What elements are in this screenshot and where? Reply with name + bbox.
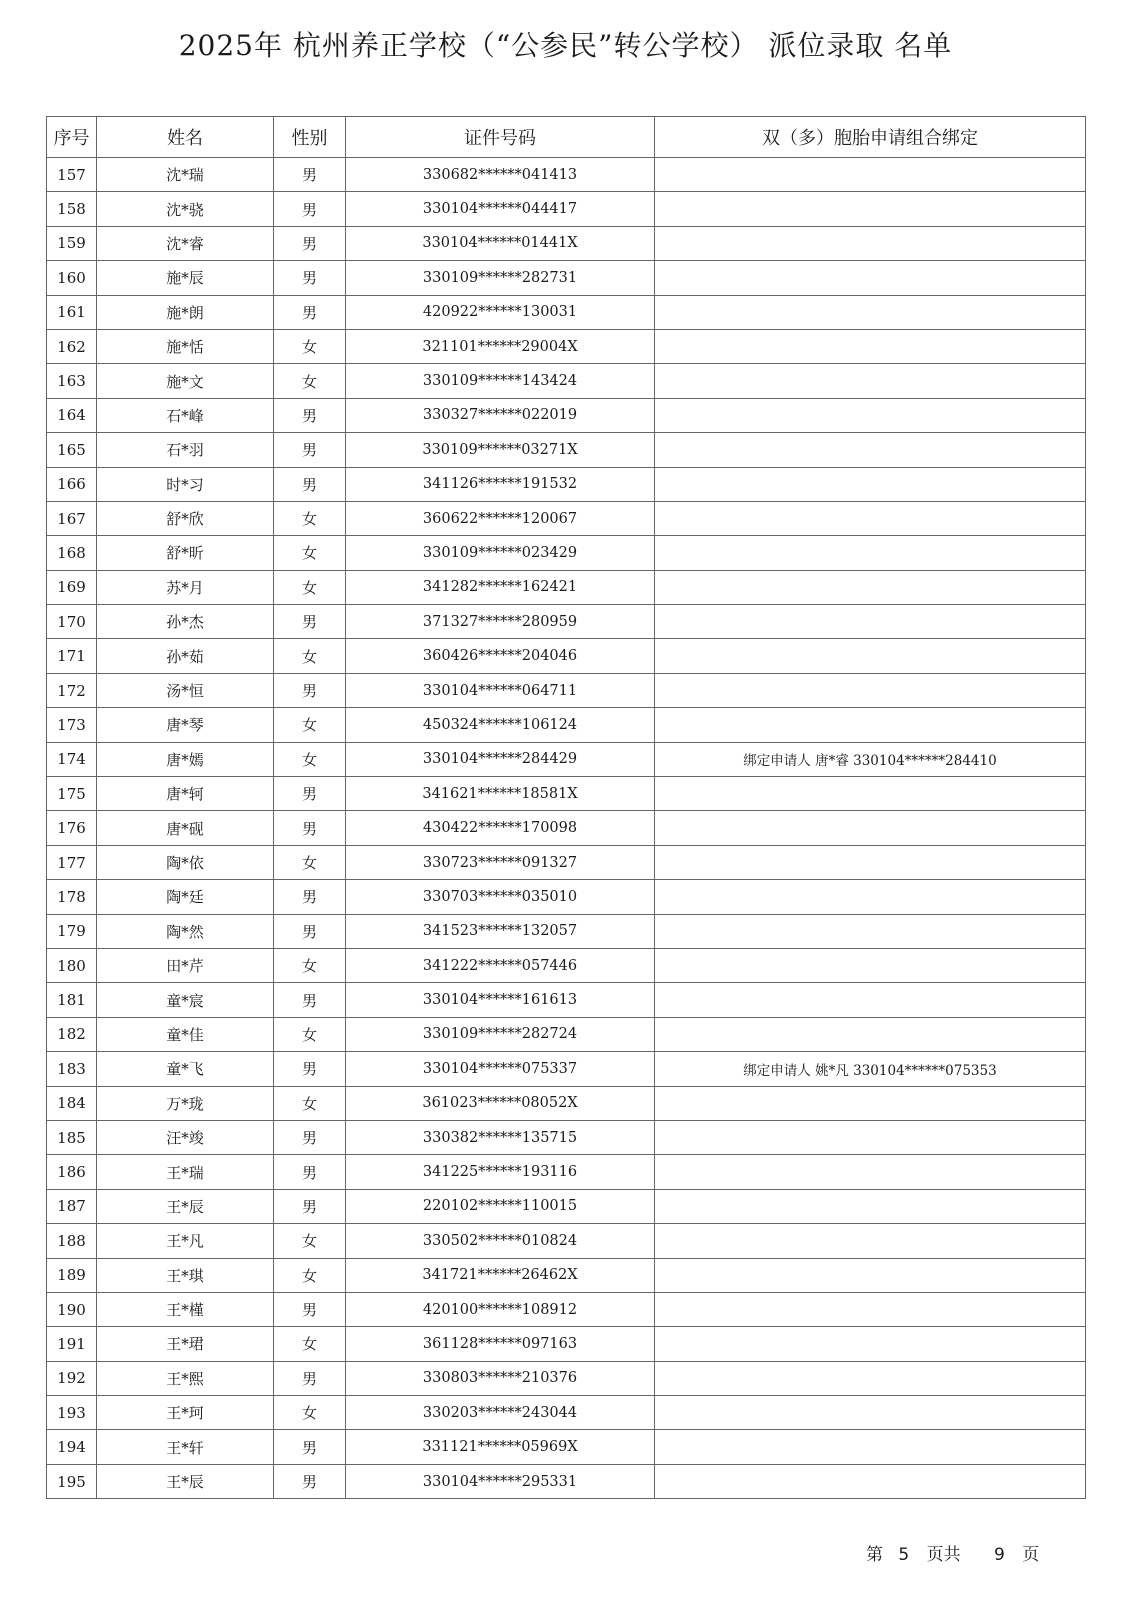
table-row — [47, 1361, 1086, 1395]
cell-gender: 男 — [274, 605, 346, 639]
table-row — [47, 983, 1086, 1017]
cell-twin-binding — [655, 398, 1086, 432]
cell-gender: 女 — [274, 570, 346, 604]
cell-id-number: 341523******132057 — [346, 914, 655, 948]
cell-serial: 166 — [47, 467, 97, 501]
cell-id-number: 360426******204046 — [346, 639, 655, 673]
table-row — [47, 295, 1086, 329]
table-row — [47, 536, 1086, 570]
cell-serial: 173 — [47, 708, 97, 742]
cell-serial: 157 — [47, 158, 97, 192]
cell-twin-binding — [655, 1361, 1086, 1395]
cell-gender: 女 — [274, 845, 346, 879]
table-row — [47, 1017, 1086, 1051]
table-row — [47, 845, 1086, 879]
cell-id-number: 341222******057446 — [346, 948, 655, 982]
cell-serial: 192 — [47, 1361, 97, 1395]
cell-twin-binding — [655, 261, 1086, 295]
table-row — [47, 1086, 1086, 1120]
cell-twin-binding — [655, 708, 1086, 742]
cell-id-number: 220102******110015 — [346, 1189, 655, 1223]
cell-id-number: 330104******075337 — [346, 1052, 655, 1086]
cell-gender: 男 — [274, 983, 346, 1017]
cell-name: 施*恬 — [97, 329, 274, 363]
cell-serial: 177 — [47, 845, 97, 879]
cell-id-number: 330109******03271X — [346, 433, 655, 467]
cell-gender: 男 — [274, 192, 346, 226]
cell-gender: 男 — [274, 1052, 346, 1086]
cell-serial: 160 — [47, 261, 97, 295]
cell-gender: 男 — [274, 433, 346, 467]
table-row — [47, 1430, 1086, 1464]
cell-gender: 女 — [274, 1396, 346, 1430]
footer-suffix: 页 — [1022, 1545, 1040, 1565]
cell-id-number: 420922******130031 — [346, 295, 655, 329]
cell-serial: 169 — [47, 570, 97, 604]
cell-id-number: 341126******191532 — [346, 467, 655, 501]
cell-id-number: 330104******295331 — [346, 1464, 655, 1498]
cell-name: 舒*欣 — [97, 501, 274, 535]
cell-twin-binding — [655, 605, 1086, 639]
cell-twin-binding — [655, 433, 1086, 467]
table-row — [47, 467, 1086, 501]
cell-name: 童*飞 — [97, 1052, 274, 1086]
cell-name: 童*佳 — [97, 1017, 274, 1051]
cell-serial: 167 — [47, 501, 97, 535]
cell-name: 陶*廷 — [97, 880, 274, 914]
cell-id-number: 330109******282724 — [346, 1017, 655, 1051]
cell-name: 石*羽 — [97, 433, 274, 467]
cell-gender: 男 — [274, 226, 346, 260]
cell-serial: 180 — [47, 948, 97, 982]
table-row — [47, 1052, 1086, 1086]
cell-twin-binding — [655, 845, 1086, 879]
cell-serial: 193 — [47, 1396, 97, 1430]
cell-twin-binding — [655, 1017, 1086, 1051]
cell-twin-binding — [655, 329, 1086, 363]
cell-id-number: 361128******097163 — [346, 1327, 655, 1361]
cell-id-number: 330327******022019 — [346, 398, 655, 432]
cell-twin-binding — [655, 192, 1086, 226]
cell-gender: 女 — [274, 1258, 346, 1292]
cell-twin-binding — [655, 1155, 1086, 1189]
cell-id-number: 341282******162421 — [346, 570, 655, 604]
cell-gender: 女 — [274, 639, 346, 673]
cell-name: 童*宸 — [97, 983, 274, 1017]
table-row — [47, 158, 1086, 192]
cell-name: 唐*砚 — [97, 811, 274, 845]
cell-twin-binding: 绑定申请人 唐*睿 330104******284410 — [655, 742, 1086, 776]
cell-name: 王*瑞 — [97, 1155, 274, 1189]
table-row — [47, 1396, 1086, 1430]
cell-serial: 165 — [47, 433, 97, 467]
table-row — [47, 261, 1086, 295]
cell-id-number: 330723******091327 — [346, 845, 655, 879]
cell-name: 王*槿 — [97, 1292, 274, 1326]
cell-twin-binding — [655, 948, 1086, 982]
cell-gender: 女 — [274, 364, 346, 398]
cell-gender: 女 — [274, 329, 346, 363]
header-serial: 序号 — [47, 117, 97, 158]
cell-gender: 女 — [274, 1224, 346, 1258]
table-row — [47, 777, 1086, 811]
cell-serial: 191 — [47, 1327, 97, 1361]
cell-twin-binding — [655, 1292, 1086, 1326]
cell-id-number: 330104******01441X — [346, 226, 655, 260]
cell-twin-binding — [655, 1396, 1086, 1430]
page-footer — [866, 1540, 1039, 1565]
page-title: 2025年 杭州养正学校（“公参民”转公学校） 派位录取 名单 — [178, 29, 953, 62]
table-row — [47, 639, 1086, 673]
table-row — [47, 364, 1086, 398]
table-row — [47, 880, 1086, 914]
cell-id-number: 361023******08052X — [346, 1086, 655, 1120]
cell-id-number: 330104******064711 — [346, 673, 655, 707]
table-row — [47, 1327, 1086, 1361]
cell-twin-binding — [655, 226, 1086, 260]
table-row — [47, 1155, 1086, 1189]
cell-id-number: 371327******280959 — [346, 605, 655, 639]
cell-name: 汤*恒 — [97, 673, 274, 707]
cell-gender: 男 — [274, 914, 346, 948]
cell-twin-binding — [655, 777, 1086, 811]
cell-twin-binding — [655, 811, 1086, 845]
cell-serial: 189 — [47, 1258, 97, 1292]
cell-gender: 男 — [274, 880, 346, 914]
table-row — [47, 398, 1086, 432]
cell-twin-binding — [655, 639, 1086, 673]
cell-serial: 186 — [47, 1155, 97, 1189]
cell-twin-binding — [655, 1258, 1086, 1292]
cell-id-number: 330382******135715 — [346, 1120, 655, 1154]
cell-serial: 188 — [47, 1224, 97, 1258]
cell-gender: 女 — [274, 948, 346, 982]
cell-gender: 女 — [274, 1017, 346, 1051]
cell-id-number: 330109******282731 — [346, 261, 655, 295]
cell-twin-binding — [655, 1189, 1086, 1223]
cell-twin-binding — [655, 501, 1086, 535]
cell-gender: 男 — [274, 261, 346, 295]
header-id-number: 证件号码 — [346, 117, 655, 158]
cell-name: 孙*杰 — [97, 605, 274, 639]
cell-name: 沈*骁 — [97, 192, 274, 226]
cell-twin-binding: 绑定申请人 姚*凡 330104******075353 — [655, 1052, 1086, 1086]
cell-serial: 178 — [47, 880, 97, 914]
cell-twin-binding — [655, 673, 1086, 707]
cell-name: 王*琪 — [97, 1258, 274, 1292]
cell-serial: 182 — [47, 1017, 97, 1051]
cell-gender: 男 — [274, 398, 346, 432]
cell-gender: 男 — [274, 1155, 346, 1189]
cell-id-number: 330803******210376 — [346, 1361, 655, 1395]
cell-id-number: 360622******120067 — [346, 501, 655, 535]
cell-gender: 男 — [274, 467, 346, 501]
cell-gender: 女 — [274, 742, 346, 776]
cell-gender: 女 — [274, 1327, 346, 1361]
cell-serial: 183 — [47, 1052, 97, 1086]
table-row — [47, 605, 1086, 639]
cell-gender: 男 — [274, 295, 346, 329]
cell-name: 王*轩 — [97, 1430, 274, 1464]
cell-serial: 175 — [47, 777, 97, 811]
table-row — [47, 570, 1086, 604]
cell-id-number: 330203******243044 — [346, 1396, 655, 1430]
cell-twin-binding — [655, 1086, 1086, 1120]
cell-name: 唐*轲 — [97, 777, 274, 811]
cell-id-number: 330502******010824 — [346, 1224, 655, 1258]
cell-serial: 171 — [47, 639, 97, 673]
cell-gender: 男 — [274, 1292, 346, 1326]
footer-page-number: 5 — [898, 1545, 910, 1565]
table-row — [47, 1189, 1086, 1223]
cell-twin-binding — [655, 880, 1086, 914]
cell-serial: 181 — [47, 983, 97, 1017]
table-row — [47, 948, 1086, 982]
cell-serial: 195 — [47, 1464, 97, 1498]
cell-gender: 女 — [274, 501, 346, 535]
cell-serial: 158 — [47, 192, 97, 226]
table-row — [47, 673, 1086, 707]
cell-id-number: 330109******143424 — [346, 364, 655, 398]
cell-twin-binding — [655, 1327, 1086, 1361]
cell-serial: 164 — [47, 398, 97, 432]
header-twin-binding: 双（多）胞胎申请组合绑定 — [655, 117, 1086, 158]
cell-name: 汪*竣 — [97, 1120, 274, 1154]
cell-twin-binding — [655, 914, 1086, 948]
cell-serial: 163 — [47, 364, 97, 398]
cell-serial: 172 — [47, 673, 97, 707]
cell-gender: 男 — [274, 673, 346, 707]
cell-twin-binding — [655, 364, 1086, 398]
cell-serial: 170 — [47, 605, 97, 639]
cell-twin-binding — [655, 295, 1086, 329]
header-name: 姓名 — [97, 117, 274, 158]
cell-twin-binding — [655, 1464, 1086, 1498]
cell-name: 舒*昕 — [97, 536, 274, 570]
cell-gender: 男 — [274, 811, 346, 845]
table-row — [47, 708, 1086, 742]
cell-serial: 168 — [47, 536, 97, 570]
cell-name: 万*珑 — [97, 1086, 274, 1120]
cell-name: 施*辰 — [97, 261, 274, 295]
cell-name: 王*辰 — [97, 1464, 274, 1498]
cell-name: 石*峰 — [97, 398, 274, 432]
table-row — [47, 742, 1086, 776]
cell-twin-binding — [655, 1430, 1086, 1464]
cell-name: 王*珺 — [97, 1327, 274, 1361]
table-row — [47, 226, 1086, 260]
cell-name: 沈*睿 — [97, 226, 274, 260]
cell-name: 陶*依 — [97, 845, 274, 879]
cell-serial: 194 — [47, 1430, 97, 1464]
cell-twin-binding — [655, 983, 1086, 1017]
cell-id-number: 430422******170098 — [346, 811, 655, 845]
cell-gender: 男 — [274, 1464, 346, 1498]
cell-name: 王*熙 — [97, 1361, 274, 1395]
cell-name: 王*辰 — [97, 1189, 274, 1223]
table-row — [47, 1258, 1086, 1292]
cell-twin-binding — [655, 536, 1086, 570]
table-body — [47, 158, 1086, 1499]
cell-serial: 190 — [47, 1292, 97, 1326]
cell-id-number: 330104******161613 — [346, 983, 655, 1017]
cell-twin-binding — [655, 467, 1086, 501]
cell-gender: 男 — [274, 777, 346, 811]
cell-serial: 161 — [47, 295, 97, 329]
table-row — [47, 914, 1086, 948]
cell-name: 田*芹 — [97, 948, 274, 982]
cell-twin-binding — [655, 1120, 1086, 1154]
cell-id-number: 341225******193116 — [346, 1155, 655, 1189]
cell-serial: 159 — [47, 226, 97, 260]
cell-name: 苏*月 — [97, 570, 274, 604]
cell-id-number: 341621******18581X — [346, 777, 655, 811]
cell-id-number: 330104******044417 — [346, 192, 655, 226]
table-row — [47, 329, 1086, 363]
table-row — [47, 1224, 1086, 1258]
cell-serial: 185 — [47, 1120, 97, 1154]
cell-gender: 男 — [274, 1189, 346, 1223]
cell-id-number: 330104******284429 — [346, 742, 655, 776]
cell-name: 施*朗 — [97, 295, 274, 329]
cell-gender: 女 — [274, 1086, 346, 1120]
cell-name: 时*习 — [97, 467, 274, 501]
table-row — [47, 501, 1086, 535]
cell-id-number: 321101******29004X — [346, 329, 655, 363]
cell-twin-binding — [655, 1224, 1086, 1258]
cell-name: 唐*琴 — [97, 708, 274, 742]
cell-twin-binding — [655, 570, 1086, 604]
cell-gender: 男 — [274, 1120, 346, 1154]
cell-name: 施*文 — [97, 364, 274, 398]
cell-twin-binding — [655, 158, 1086, 192]
footer-middle: 页共 — [926, 1545, 961, 1565]
cell-gender: 男 — [274, 1361, 346, 1395]
cell-name: 沈*瑞 — [97, 158, 274, 192]
cell-id-number: 331121******05969X — [346, 1430, 655, 1464]
cell-serial: 184 — [47, 1086, 97, 1120]
admission-table — [46, 116, 1086, 1499]
table-row — [47, 192, 1086, 226]
table-row — [47, 811, 1086, 845]
footer-total-pages: 9 — [994, 1545, 1005, 1565]
cell-name: 孙*茹 — [97, 639, 274, 673]
footer-prefix: 第 — [866, 1545, 883, 1565]
cell-serial: 187 — [47, 1189, 97, 1223]
cell-gender: 男 — [274, 158, 346, 192]
cell-name: 王*珂 — [97, 1396, 274, 1430]
cell-id-number: 341721******26462X — [346, 1258, 655, 1292]
table-header-row — [47, 117, 1086, 158]
cell-serial: 174 — [47, 742, 97, 776]
cell-serial: 179 — [47, 914, 97, 948]
cell-id-number: 420100******108912 — [346, 1292, 655, 1326]
cell-serial: 176 — [47, 811, 97, 845]
cell-name: 唐*嫣 — [97, 742, 274, 776]
cell-id-number: 330682******041413 — [346, 158, 655, 192]
cell-gender: 男 — [274, 1430, 346, 1464]
table-row — [47, 433, 1086, 467]
header-gender: 性别 — [274, 117, 346, 158]
table-row — [47, 1120, 1086, 1154]
cell-gender: 女 — [274, 708, 346, 742]
cell-name: 陶*然 — [97, 914, 274, 948]
table-row — [47, 1464, 1086, 1498]
cell-id-number: 450324******106124 — [346, 708, 655, 742]
cell-serial: 162 — [47, 329, 97, 363]
cell-id-number: 330109******023429 — [346, 536, 655, 570]
table-row — [47, 1292, 1086, 1326]
cell-name: 王*凡 — [97, 1224, 274, 1258]
cell-id-number: 330703******035010 — [346, 880, 655, 914]
cell-gender: 女 — [274, 536, 346, 570]
